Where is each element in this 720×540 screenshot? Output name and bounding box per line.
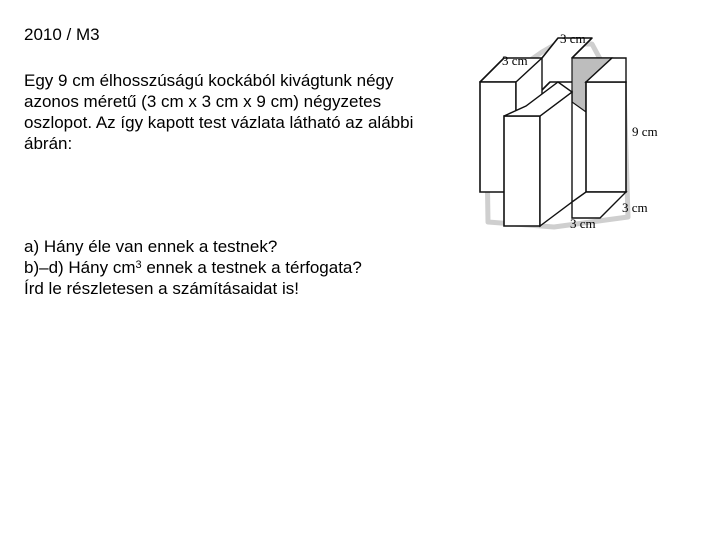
- bottom-notch-face: [572, 192, 626, 218]
- label-bottom-center: 3 cm: [570, 216, 596, 231]
- label-top-right: 3 cm: [560, 31, 586, 46]
- slide-title: 2010 / M3: [24, 25, 100, 44]
- label-bottom-right: 3 cm: [622, 200, 648, 215]
- question-b-prefix: b)–d) Hány cm: [24, 258, 136, 277]
- cross-prism-diagram: [476, 22, 676, 237]
- intro-paragraph: Egy 9 cm élhosszúságú kockából kivágtunk négy azonos méretű (3 cm x 3 cm x 9 cm) négyzetes oszlopot. Az így kapott test vázlata látható az alábbi ábrán:: [24, 71, 414, 153]
- label-height: 9 cm: [632, 124, 658, 139]
- front-arm-front: [504, 116, 540, 226]
- question-a: a) Hány éle van ennek a testnek?: [24, 237, 278, 256]
- right-arm-front: [586, 82, 626, 192]
- question-b-suffix: ennek a testnek a térfogata?: [141, 258, 362, 277]
- label-top-left: 3 cm: [502, 53, 528, 68]
- question-b: [24, 257, 444, 278]
- question-c: Írd le részletesen a számításaidat is!: [24, 279, 299, 298]
- question-b-exponent: 3: [135, 259, 142, 271]
- solid-figure: [476, 22, 676, 237]
- questions-block: [24, 236, 444, 299]
